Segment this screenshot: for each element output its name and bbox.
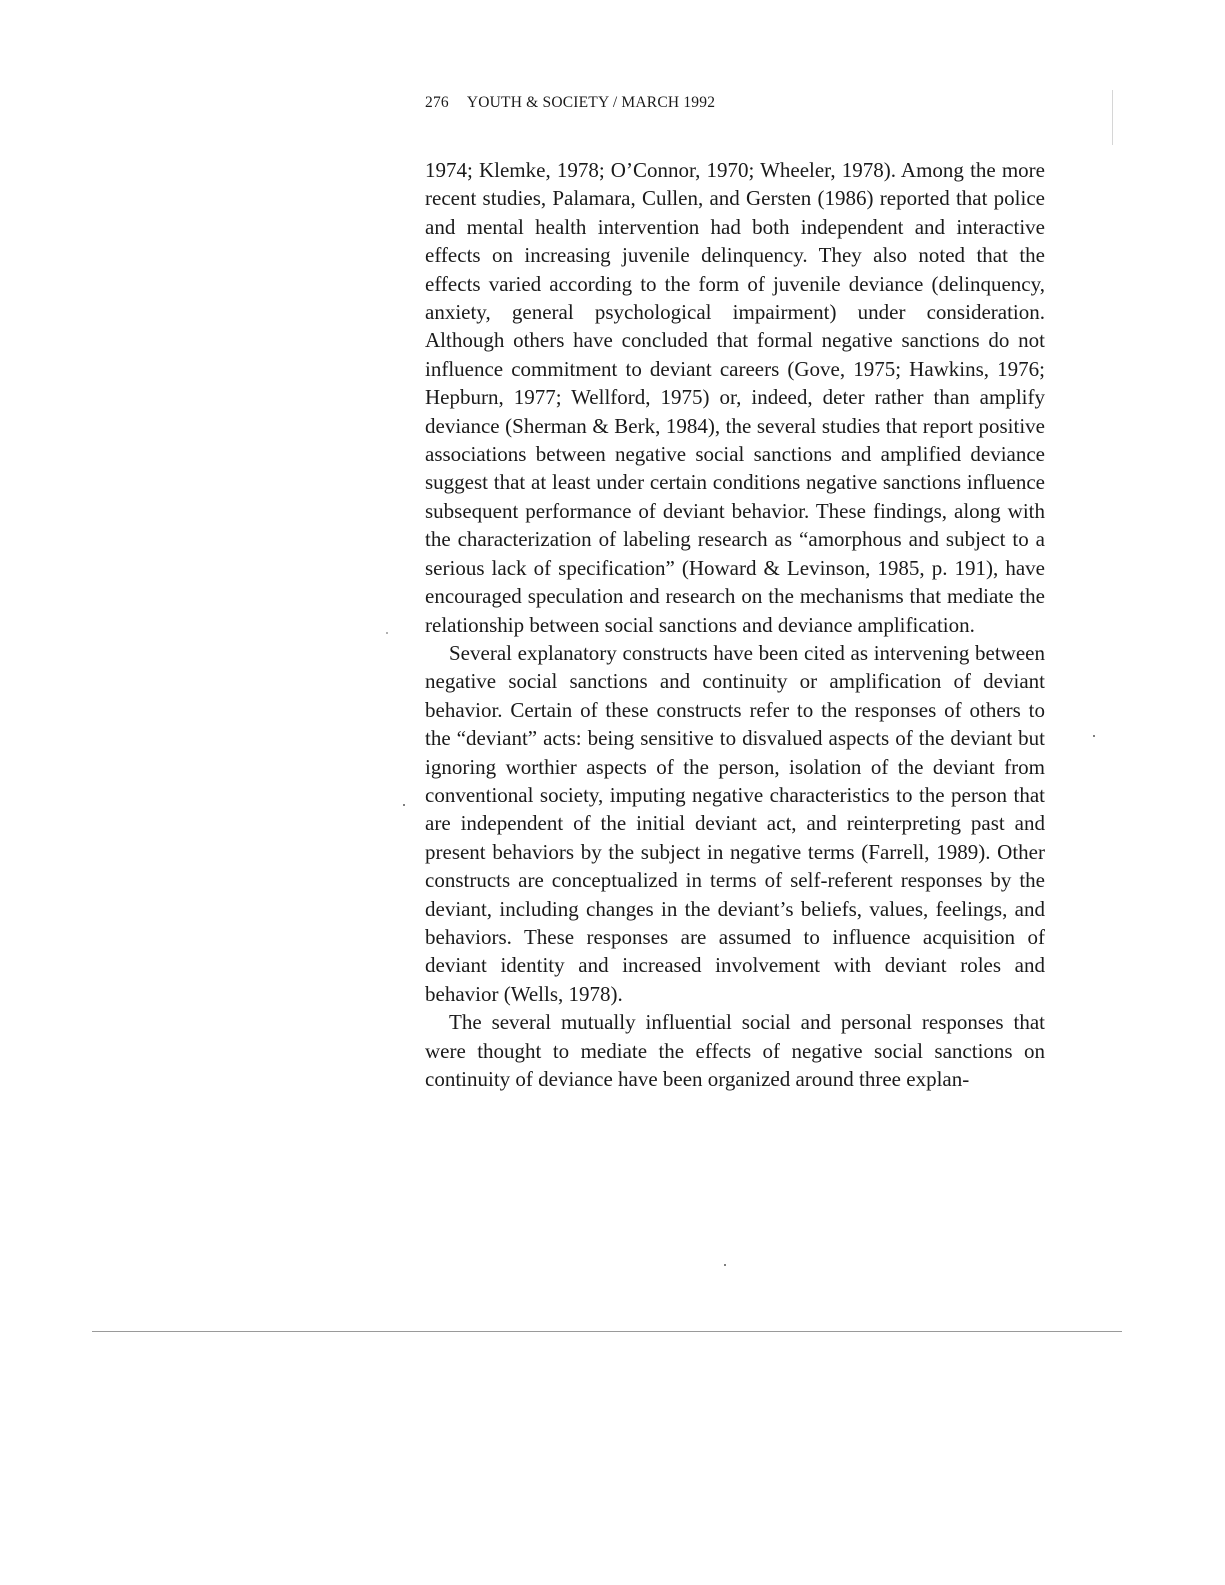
- scan-speck: [1093, 735, 1095, 737]
- journal-title: YOUTH & SOCIETY / MARCH 1992: [466, 94, 716, 111]
- page-number: 276: [425, 94, 449, 111]
- page-bottom-rule: [92, 1331, 1122, 1332]
- running-header: [425, 94, 715, 112]
- scan-speck: [386, 632, 388, 634]
- scan-speck: [403, 804, 405, 806]
- paragraph-3: The several mutually influential social and personal responses that were thought to mediate the effects of negative social sanctions on continuity of deviance have been organized around three explan-: [425, 1010, 1045, 1091]
- scan-speck: [724, 1264, 726, 1266]
- paragraph-1: 1974; Klemke, 1978; O’Connor, 1970; Wheeler, 1978). Among the more recent studies, Palamara, Cullen, and Gersten (1986) reported that police and mental health intervention had both independent and interactive effects on increasing juvenile delinquency. They also noted that the effects varied according to the form of juvenile deviance (delinquency, anxiety, general psychological impairment) under consideration. Although others have concluded that formal negative sanctions do not influence commitment to deviant careers (Gove, 1975; Hawkins, 1976; Hepburn, 1977; Wellford, 1975) or, indeed, deter rather than amplify deviance (Sherman & Berk, 1984), the several studies that report positive associations between negative social sanctions and amplified deviance suggest that at least under certain conditions negative sanctions influence subsequent performance of deviant behavior. These findings, along with the characterization of labeling research as “amorphous and subject to a serious lack of specification” (Howard & Levinson, 1985, p. 191), have encouraged speculation and research on the mechanisms that mediate the relationship between social sanctions and deviance amplification.: [425, 158, 1045, 637]
- article-body: [425, 156, 1045, 1093]
- paragraph-2: Several explanatory constructs have been cited as intervening between negative social sanctions and continuity or amplification of deviant behavior. Certain of these constructs refer to the responses of others to the “deviant” acts: being sensitive to disvalued aspects of the deviant but ignoring worthier aspects of the person, isolation of the deviant from conventional society, imputing negative characteristics to the person that are independent of the initial deviant act, and reinterpreting past and present behaviors by the subject in negative terms (Farrell, 1989). Other constructs are conceptualized in terms of self-referent responses by the deviant, including changes in the deviant’s beliefs, values, feelings, and behaviors. These responses are assumed to influence acquisition of deviant identity and increased involvement with deviant roles and behavior (Wells, 1978).: [425, 640, 1045, 1006]
- scan-edge-mark: [1112, 90, 1113, 145]
